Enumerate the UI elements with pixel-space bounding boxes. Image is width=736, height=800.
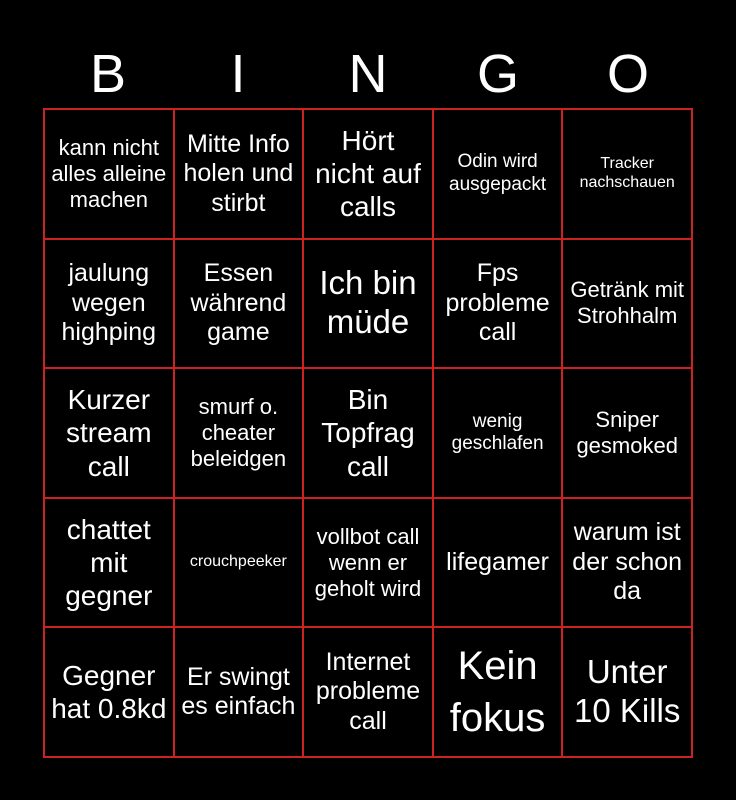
bingo-cell[interactable]: Getränk mit Strohhalm [562, 239, 692, 369]
bingo-cell[interactable]: Gegner hat 0.8kd [44, 627, 174, 757]
bingo-cell[interactable]: Ich bin müde [303, 239, 433, 369]
bingo-cell[interactable]: chattet mit gegner [44, 498, 174, 628]
bingo-cell[interactable]: warum ist der schon da [562, 498, 692, 628]
bingo-cell[interactable]: Kein fokus [433, 627, 563, 757]
bingo-cell[interactable]: Internet probleme call [303, 627, 433, 757]
header-letter-b: B [89, 44, 127, 104]
bingo-cell[interactable]: Odin wird ausgepackt [433, 109, 563, 239]
bingo-cell[interactable]: Mitte Info holen und stirbt [174, 109, 304, 239]
bingo-cell[interactable]: kann nicht alles alleine machen [44, 109, 174, 239]
header-letter-o: O [606, 44, 649, 104]
header-letter-n: N [348, 44, 388, 104]
bingo-cell[interactable]: Hört nicht auf calls [303, 109, 433, 239]
bingo-cell[interactable]: Fps probleme call [433, 239, 563, 369]
bingo-cell[interactable]: wenig geschlafen [433, 368, 563, 498]
bingo-cell[interactable]: Essen während game [174, 239, 304, 369]
bingo-header [43, 40, 693, 108]
header-letter-i: I [230, 44, 246, 104]
header-letter-g: G [476, 44, 519, 104]
bingo-cell[interactable]: smurf o. cheater beleidgen [174, 368, 304, 498]
bingo-cell[interactable]: jaulung wegen highping [44, 239, 174, 369]
bingo-board [43, 108, 693, 758]
bingo-cell[interactable]: lifegamer [433, 498, 563, 628]
bingo-cell[interactable]: Bin Topfrag call [303, 368, 433, 498]
bingo-cell[interactable]: Kurzer stream call [44, 368, 174, 498]
bingo-cell[interactable]: Sniper gesmoked [562, 368, 692, 498]
bingo-cell[interactable]: Tracker nachschauen [562, 109, 692, 239]
bingo-cell[interactable]: vollbot call wenn er geholt wird [303, 498, 433, 628]
bingo-cell[interactable]: Er swingt es einfach [174, 627, 304, 757]
bingo-cell[interactable]: Unter 10 Kills [562, 627, 692, 757]
bingo-cell[interactable]: crouchpeeker [174, 498, 304, 628]
